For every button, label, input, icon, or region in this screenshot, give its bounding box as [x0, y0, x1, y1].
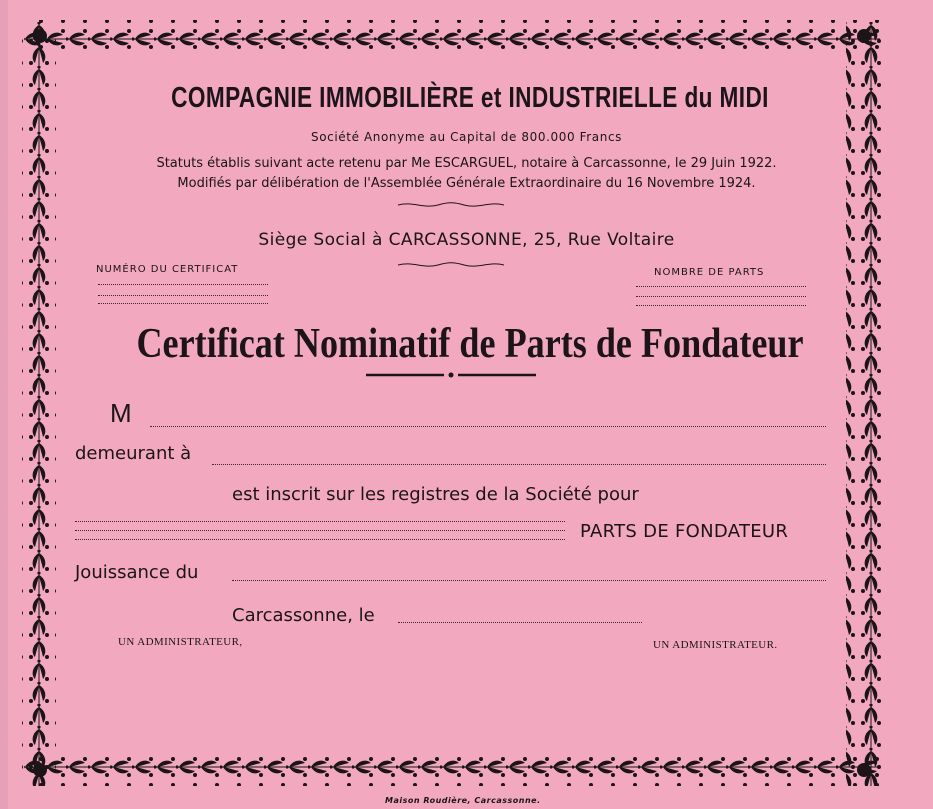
capital-line: Société Anonyme au Capital de 800.000 Francs — [310, 130, 622, 144]
parts-count-field-3 — [636, 305, 806, 306]
enjoyment-field — [232, 580, 826, 581]
printer-credit: Maison Roudière, Carcassonne. — [385, 796, 541, 805]
parts-count-label: NOMBRE DE PARTS — [654, 267, 765, 278]
place-date-label: Carcassonne, le — [232, 605, 375, 626]
parts-unit-label: PARTS DE FONDATEUR — [580, 521, 789, 542]
enjoyment-label: Jouissance du — [75, 562, 199, 583]
administrator-right: UN ADMINISTRATEUR. — [653, 639, 778, 651]
registered-statement: est inscrit sur les registres de la Société pour — [232, 484, 639, 505]
title-rule — [366, 371, 536, 379]
parts-amount-field-2 — [75, 530, 565, 531]
residence-label: demeurant à — [75, 443, 192, 464]
residence-field — [212, 464, 826, 465]
certificate-number-label: NUMÉRO DU CERTIFICAT — [96, 264, 239, 275]
parts-amount-field-3 — [75, 539, 565, 540]
certificate-number-field — [98, 284, 268, 285]
parts-count-field-2 — [636, 296, 806, 297]
company-name: COMPAGNIE IMMOBILIÈRE et INDUSTRIELLE du MIDI — [171, 82, 769, 114]
certificate-number-field-3 — [98, 303, 268, 304]
certificate-title: Certificat Nominatif de Parts de Fondateur — [136, 321, 804, 367]
flourish-divider-1 — [398, 201, 504, 209]
holder-prefix: M — [110, 398, 132, 428]
parts-count-field — [636, 286, 806, 287]
certificate-number-field-2 — [98, 295, 268, 296]
administrator-left: UN ADMINISTRATEUR, — [118, 636, 243, 648]
parts-amount-field — [75, 521, 565, 522]
date-field — [398, 622, 642, 623]
registered-office: Siège Social à CARCASSONNE, 25, Rue Voltaire — [258, 230, 675, 250]
holder-name-field — [150, 426, 826, 427]
modifies-line: Modifiés par délibération de l'Assemblée Générale Extraordinaire du 16 Novembre 1924. — [177, 176, 756, 191]
statuts-line: Statuts établis suivant acte retenu par Me ESCARGUEL, notaire à Carcassonne, le 29 Juin 1922. — [156, 156, 777, 171]
flourish-divider-2 — [398, 261, 504, 269]
